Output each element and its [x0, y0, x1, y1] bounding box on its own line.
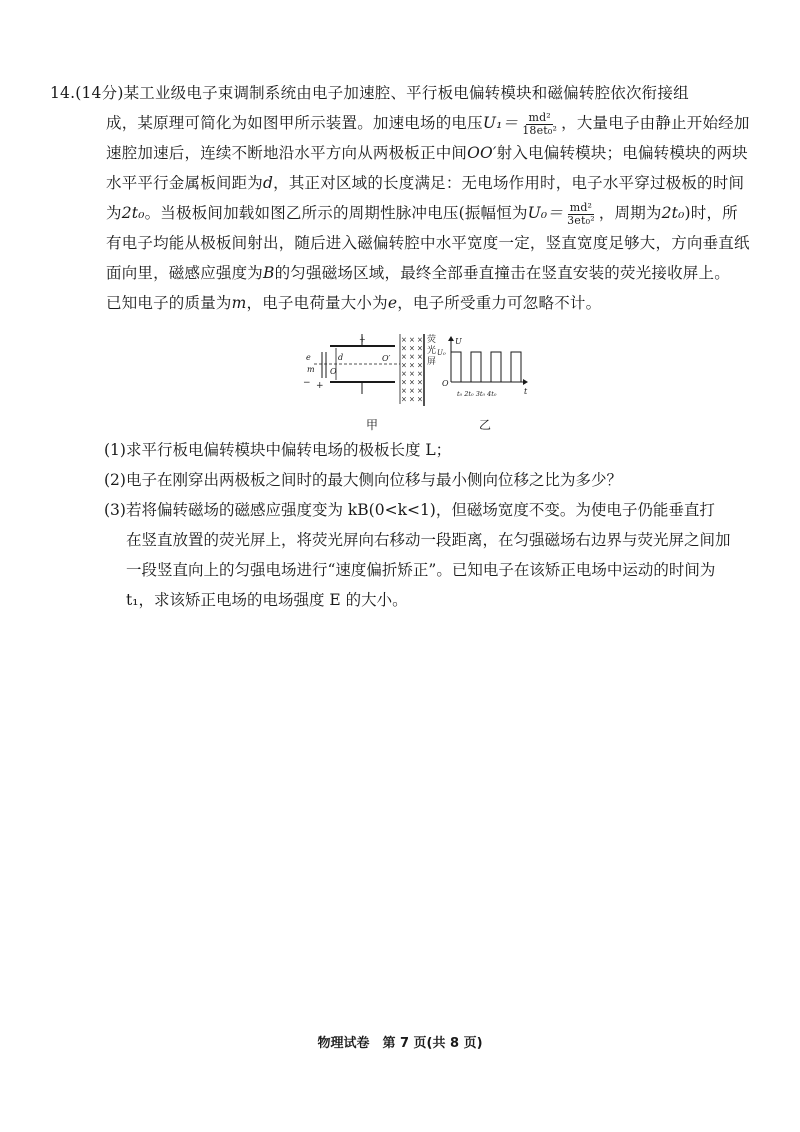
field-cross: × — [417, 387, 423, 395]
question-3-line-4: t₁，求该矫正电场的电场强度 E 的大小。 — [126, 591, 408, 609]
label-t-ticks: t₀ 2t₀ 3t₀ 4t₀ — [457, 390, 497, 398]
question-3-line-2: 在竖直放置的荧光屏上，将荧光屏向右移动一段距离，在匀强磁场右边界与荧光屏之间加 — [126, 531, 731, 549]
label-origin: O — [442, 379, 449, 388]
question-1: (1)求平行板电偏转模块中偏转电场的极板长度 L； — [104, 441, 452, 459]
question-3-line-1: (3)若将偏转磁场的磁感应强度变为 kB(0<k<1)，但磁场宽度不变。为使电子仍能垂直打 — [104, 501, 715, 519]
screen-label-1: 荧 — [427, 335, 437, 345]
field-cross: × — [409, 370, 415, 378]
label-U: U — [455, 337, 462, 346]
problem-line-7: 面向里，磁感应强度为B的匀强磁场区域，最终全部垂直撞击在竖直安装的荧光接收屏上。 — [106, 264, 730, 282]
problem-number: 14.(14分) — [50, 84, 124, 102]
field-cross: × — [409, 336, 415, 344]
magnetic-field-crosses — [401, 336, 423, 404]
page-footer: 物理试卷 第 7 页(共 8 页) — [317, 1036, 483, 1051]
problem-line-2: 成，某原理可简化为如图甲所示装置。加速电场的电压U₁＝ $\frac{\text{md²}}{\text{18et₀²}}$ ，大量电子由静止开始经加 — [106, 110, 750, 137]
formula-U0: $\frac{\text{md²}}{\text{3et₀²}}$ — [567, 200, 595, 227]
field-cross: × — [401, 353, 407, 361]
field-cross: × — [401, 387, 407, 395]
figure-jia-diagram — [300, 330, 450, 420]
label-plus: + — [316, 381, 324, 391]
problem-line-1: 14.(14分)某工业级电子束调制系统由电子加速腔、平行板电偏转模块和磁偏转腔依次衔接组 — [50, 84, 689, 102]
field-cross: × — [401, 395, 407, 404]
label-m: m — [307, 365, 315, 374]
field-cross: × — [417, 370, 423, 378]
screen-label-3: 屏 — [427, 357, 437, 367]
label-t: t — [524, 387, 528, 396]
field-cross: × — [417, 353, 423, 361]
figure-yi-label: 乙 — [479, 418, 492, 432]
problem-line-8: 已知电子的质量为m，电子电荷量大小为e，电子所受重力可忽略不计。 — [106, 294, 602, 312]
field-cross: × — [417, 378, 423, 387]
t-axis-arrow — [523, 379, 528, 385]
field-cross: × — [409, 387, 415, 395]
field-cross: × — [401, 361, 407, 370]
field-cross: × — [417, 395, 423, 404]
pulse-waveform — [451, 352, 521, 382]
field-cross: × — [417, 344, 423, 353]
label-O-prime: O′ — [382, 354, 391, 363]
problem-line-6: 有电子均能从极板间射出，随后进入磁偏转腔中水平宽度一定，竖直宽度足够大，方向垂直纸 — [106, 234, 750, 252]
label-top-plus: + — [359, 335, 366, 344]
field-cross: × — [409, 344, 415, 353]
figure-yi — [437, 334, 529, 404]
sub-questions — [104, 435, 744, 615]
field-cross: × — [409, 378, 415, 387]
figure-jia-label: 甲 — [366, 418, 379, 432]
field-cross: × — [401, 370, 407, 378]
field-cross: × — [417, 361, 423, 370]
problem-statement — [50, 78, 750, 318]
question-3-line-3: 一段竖直向上的匀强电场进行“速度偏折矫正”。已知电子在该矫正电场中运动的时间为 — [126, 561, 716, 579]
field-cross: × — [409, 395, 415, 404]
label-U0: U₀ — [437, 349, 446, 357]
field-cross: × — [401, 344, 407, 353]
u-axis-arrow — [448, 336, 454, 341]
field-cross: × — [417, 336, 423, 344]
label-d: d — [338, 353, 344, 362]
field-cross: × — [409, 361, 415, 370]
figure-jia — [300, 330, 450, 420]
field-cross: × — [401, 378, 407, 387]
label-O: O — [330, 367, 337, 376]
figure-yi-graph — [437, 334, 529, 404]
screen-label-2: 光 — [427, 346, 437, 356]
problem-line-3: 速腔加速后，连续不断地沿水平方向从两极板正中间OO′射入电偏转模块；电偏转模块的两块 — [106, 144, 748, 162]
field-cross: × — [409, 353, 415, 361]
label-e: e — [306, 353, 311, 362]
problem-line-5: 为2t₀。当极板间加载如图乙所示的周期性脉冲电压(振幅恒为U₀＝ $\frac{\text{md²}}{\text{3et₀²}}$ ，周期为2t₀)时，所 — [106, 200, 738, 227]
problem-line-4: 水平平行金属板间距为d，其正对区域的长度满足：无电场作用时，电子水平穿过极板的时间 — [106, 174, 745, 192]
field-cross: × — [401, 336, 407, 344]
formula-U1: $\frac{\text{md²}}{\text{18et₀²}}$ — [522, 110, 558, 137]
question-2: (2)电子在刚穿出两极板之间时的最大侧向位移与最小侧向位移之比为多少？ — [104, 471, 622, 489]
label-minus: − — [303, 378, 311, 388]
